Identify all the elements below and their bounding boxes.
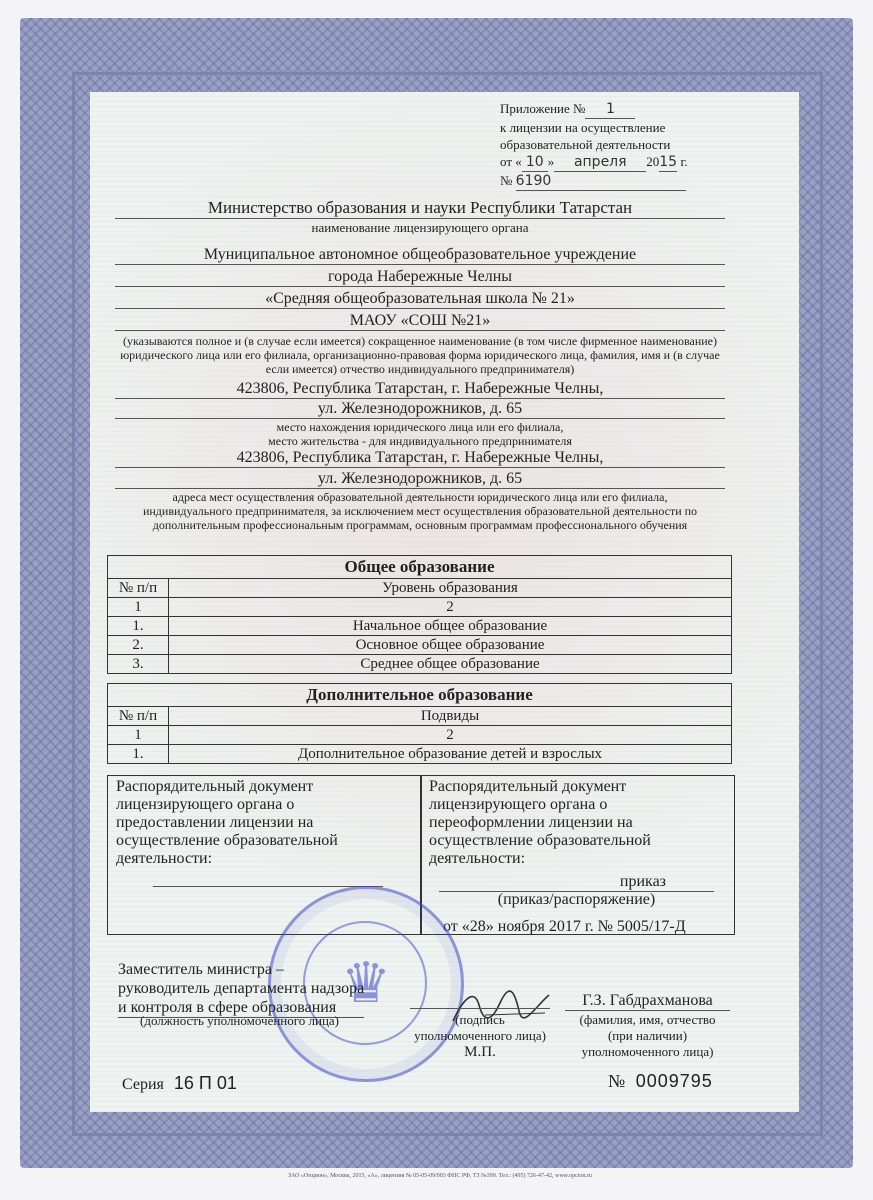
table-row xyxy=(108,745,732,764)
year-prefix: 20 xyxy=(646,154,660,169)
coat-of-arms-icon: ♛ xyxy=(340,953,392,1015)
location-caption-1: место нахождения юридического лица или его филиала, xyxy=(276,420,564,434)
position-block xyxy=(118,960,364,1018)
row-name: Начальное общее образование xyxy=(169,617,732,636)
name-caption-1: (фамилия, имя, отчество xyxy=(579,1012,716,1027)
grant-document-text: Распорядительный документ лицензирующего органа о предоставлении лицензии на осуществление образовательной деятельности: xyxy=(116,778,338,867)
table-row xyxy=(108,579,732,598)
activity-address-caption: адреса мест осуществления образовательной деятельности юридического лица или его филиала, индивидуального предпринимателя, за исключением мест осуществления образовательной деятельности по дополнительным профессиональным программам, основным программам профессионального обучения xyxy=(142,490,698,532)
col-level: Уровень образования xyxy=(169,579,732,598)
license-number: 6190 xyxy=(516,173,686,191)
blank-number-block xyxy=(608,1071,713,1092)
date-mid: » xyxy=(547,154,555,169)
index-cell: 2 xyxy=(169,598,732,617)
order-date: от «28» ноября 2017 г. № 5005/17-Д xyxy=(443,918,686,935)
date-prefix: от « xyxy=(500,154,522,169)
table-row xyxy=(108,598,732,617)
year-end: г. xyxy=(680,154,688,169)
additional-education-title: Дополнительное образование xyxy=(108,684,732,707)
col-num: № п/п xyxy=(108,707,169,726)
appendix-block xyxy=(500,100,710,191)
order-type xyxy=(439,873,714,892)
entity-line-2: города Набережные Челны xyxy=(115,268,725,287)
row-name: Дополнительное образование детей и взрослых xyxy=(169,745,732,764)
table-row xyxy=(108,726,732,745)
table-row xyxy=(108,636,732,655)
table-row xyxy=(108,617,732,636)
position-line-2: руководитель департамента надзора xyxy=(118,980,365,997)
printer-footer: ЗАО «Опцион», Москва, 2015, «А», лицензия № 05-05-09/003 ФНС РФ, ТЗ №399. Тел.: (495) 726-47-42, www.opcion.ru xyxy=(288,1173,592,1179)
row-num: 3. xyxy=(108,655,169,674)
signer-name: Г.З. Габдрахманова xyxy=(565,992,730,1011)
blank-number-label: № xyxy=(608,1071,626,1091)
sign-caption-1: (подпись xyxy=(455,1012,505,1027)
blank-number-value: 0009795 xyxy=(635,1071,713,1091)
organ-name: Министерство образования и науки Республики Татарстан xyxy=(115,198,725,219)
activity-address-line-2: ул. Железнодорожников, д. 65 xyxy=(115,470,725,489)
order-word: приказ xyxy=(619,873,666,890)
appendix-line2: образовательной деятельности xyxy=(500,137,671,152)
series-block xyxy=(122,1073,237,1094)
index-cell: 1 xyxy=(108,598,169,617)
appendix-year: 15 xyxy=(659,154,678,170)
position-line-1: Заместитель министра – xyxy=(118,961,284,978)
appendix-number: 1 xyxy=(585,101,635,119)
general-education-table xyxy=(107,555,732,674)
col-sub: Подвиды xyxy=(169,707,732,726)
order-caption: (приказ/распоряжение) xyxy=(497,891,656,908)
appendix-line1: к лицензии на осуществление xyxy=(500,120,666,135)
index-cell: 2 xyxy=(169,726,732,745)
activity-address-line-1: 423806, Республика Татарстан, г. Набережные Челны, xyxy=(115,449,725,468)
appendix-month: апреля xyxy=(554,154,646,172)
index-cell: 1 xyxy=(108,726,169,745)
entity-line-1: Муниципальное автономное общеобразовательное учреждение xyxy=(115,246,725,265)
appendix-day: 10 xyxy=(522,154,548,172)
series-value: 16 П 01 xyxy=(173,1073,237,1093)
signature-caption xyxy=(400,1012,560,1060)
location-caption-2: место жительства - для индивидуального предпринимателя xyxy=(268,434,572,448)
table-row xyxy=(108,655,732,674)
additional-education-table xyxy=(107,683,732,764)
appendix-label: Приложение № xyxy=(500,101,586,116)
signature-line xyxy=(410,1008,550,1009)
general-education-title: Общее образование xyxy=(108,556,732,579)
sign-caption-2: уполномоченного лица) xyxy=(414,1028,546,1043)
col-num: № п/п xyxy=(108,579,169,598)
row-num: 1. xyxy=(108,617,169,636)
mp-label: М.П. xyxy=(464,1044,496,1060)
row-name: Среднее общее образование xyxy=(169,655,732,674)
table-row xyxy=(108,707,732,726)
series-label: Серия xyxy=(122,1076,164,1093)
reissue-document-box xyxy=(420,775,735,935)
signer-caption xyxy=(560,1012,735,1060)
reissue-document-text: Распорядительный документ лицензирующего органа о переоформлении лицензии на осуществление образовательной деятельности: xyxy=(429,778,651,867)
row-num: 1. xyxy=(108,745,169,764)
name-caption-3: уполномоченного лица) xyxy=(581,1044,714,1059)
license-label: № xyxy=(500,173,513,188)
row-name: Основное общее образование xyxy=(169,636,732,655)
location-line-2: ул. Железнодорожников, д. 65 xyxy=(115,400,725,419)
entity-line-3: «Средняя общеобразовательная школа № 21» xyxy=(115,290,725,309)
name-caption-2: (при наличии) xyxy=(607,1028,688,1043)
position-caption: (должность уполномоченного лица) xyxy=(140,1013,340,1028)
position-line-3: и контроля в сфере образования xyxy=(118,998,364,1018)
organ-caption: наименование лицензирующего органа xyxy=(311,220,529,235)
entity-caption: (указываются полное и (в случае если имеется) сокращенное наименование (в том числе фирменное наименование) юридического лица или его филиала, организационно-правовая форма юридического лица, фамилия, имя и (в случае если имеется) отчество индивидуального предпринимателя) xyxy=(120,334,720,376)
location-line-1: 423806, Республика Татарстан, г. Набережные Челны, xyxy=(115,380,725,399)
row-num: 2. xyxy=(108,636,169,655)
entity-short-name: МАОУ «СОШ №21» xyxy=(115,312,725,331)
